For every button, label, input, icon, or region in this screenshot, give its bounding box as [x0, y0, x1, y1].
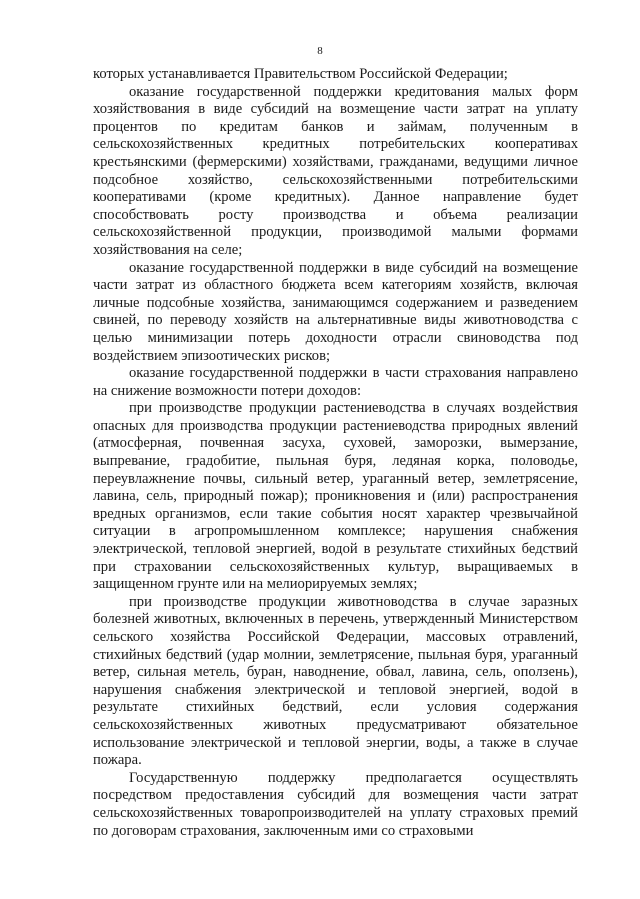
- document-body: [93, 66, 578, 840]
- paragraph: оказание государственной поддержки в виде субсидий на возмещение части затрат из областного бюджета всем категориям хозяйств, включая личные подсобные хозяйства, занимающимся содержанием и разведением свиней, по переводу хозяйств на альтернативные виды животноводства с целью минимизации потерь доходности отрасли свиноводства под воздействием эпизоотических рисков;: [93, 259, 578, 364]
- paragraph: Государственную поддержку предполагается осуществлять посредством предоставления субсидий для возмещения части затрат сельскохозяйственных товаропроизводителей на уплату страховых премий по договорам страхования, заключенным ими со страховыми: [93, 769, 578, 839]
- paragraph: при производстве продукции растениеводства в случаях воздействия опасных для производства продукции растениеводства природных явлений (атмосферная, почвенная засуха, суховей, заморозки, вымерзание, выпревание, градобитие, пыльная буря, ледяная корка, половодье, переувлажнение почвы, сильный ветер, ураганный ветер, землетрясение, лавина, сель, природный пожар); проникновения и (или) распространения вредных организмов, если такие события носят характер чрезвычайной ситуации в агропромышленном комплексе; нарушения снабжения электрической, тепловой энергией, водой в результате стихийных бедствий при страховании сельскохозяйственных культур, выращиваемых в защищенном грунте или на мелиорируемых землях;: [93, 400, 578, 593]
- paragraph: которых устанавливается Правительством Российской Федерации;: [93, 66, 508, 82]
- paragraph: оказание государственной поддержки кредитования малых форм хозяйствования в виде субсидий на возмещение части затрат на уплату процентов по кредитам банков и займам, полученным в сельскохозяйственных кредитных потребительских кооперативах крестьянскими (фермерскими) хозяйствами, гражданами, ведущими личное подсобное хозяйство, сельскохозяйственными потребительскими кооперативами (кроме кредитных). Данное направление будет способствовать росту производства и объема реализации сельскохозяйственной продукции, производимой малыми формами хозяйствования на селе;: [93, 83, 578, 258]
- page-number: 8: [317, 45, 323, 57]
- paragraph: оказание государственной поддержки в части страхования направлено на снижение возможности потери доходов:: [93, 365, 578, 399]
- paragraph: при производстве продукции животноводства в случае заразных болезней животных, включенных в перечень, утвержденный Министерством сельского хозяйства Российской Федерации, массовых отравлений, стихийных бедствий (удар молнии, землетрясение, пыльная буря, ураганный ветер, сильная метель, буран, наводнение, обвал, лавина, сель, оползень), нарушения снабжения электрической и тепловой энергией, водой в результате стихийных бедствий, если условия содержания сельскохозяйственных животных предусматривают обязательное использование электрической и тепловой энергии, воды, а также в случае пожара.: [93, 593, 578, 769]
